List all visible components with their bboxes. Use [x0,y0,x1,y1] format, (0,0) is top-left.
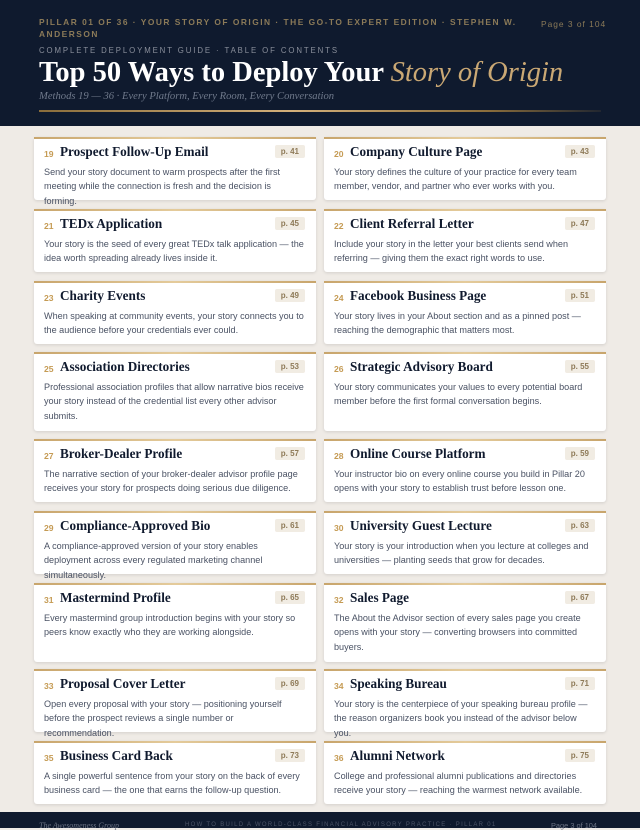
method-description: Send your story document to warm prospects after the first meeting while the connection is fresh and the decision is forming. [44,167,281,206]
method-title: Client Referral Letter [350,216,474,231]
method-description: Your story defines the culture of your practice for every team member, vendor, and partner who ever works with you. [334,167,577,192]
method-number: 28 [334,451,344,461]
method-title: Sales Page [350,590,409,605]
method-title: Facebook Business Page [350,288,487,303]
method-description: Your story is your introduction when you lecture at colleges and universities — planting seeds that grow for decades. [334,541,589,566]
method-description: Include your story in the letter your best clients send when referring — giving them the exact right words to use. [334,239,569,264]
page-badge: p. 41 [275,145,305,158]
method-description: Your story lives in your About section and as a pinned post — reaching the demographic that matters most. [334,311,581,336]
page-title [39,56,563,90]
methods-subtitle: Methods 19 — 36 · Every Platform, Every Room, Every Conversation [39,91,335,102]
page-badge: p. 53 [275,360,305,373]
method-card[interactable] [324,439,606,502]
method-card[interactable] [324,741,606,804]
series-meta: PILLAR 01 OF 36 · YOUR STORY OF ORIGIN · THE GO-TO EXPERT EDITION · STEPHEN W. ANDERSON [39,17,517,39]
title-main: Top 50 Ways to Deploy Your [39,57,391,88]
method-title: Strategic Advisory Board [350,359,493,374]
method-card[interactable] [34,511,316,580]
method-card[interactable] [34,583,316,662]
method-card[interactable] [34,209,316,272]
page-badge: p. 59 [565,447,595,460]
method-title: Business Card Back [60,748,173,763]
method-number: 23 [44,293,54,303]
page-badge: p. 75 [565,749,595,762]
footer [0,812,640,828]
method-card[interactable] [34,669,316,738]
method-number: 33 [44,681,54,691]
method-card[interactable] [34,137,316,206]
method-title: Broker-Dealer Profile [60,446,183,461]
page-badge: p. 67 [565,591,595,604]
page-badge: p. 69 [275,677,305,690]
page-badge: p. 65 [275,591,305,604]
gold-divider [39,110,601,112]
method-description: Your story is the centerpiece of your speaking bureau profile — the reason organizers book you instead of the advisor below you. [334,699,588,738]
method-description: College and professional alumni publications and directories receive your story — reaching the warmest network available. [334,771,583,796]
method-description: Open every proposal with your story — positioning yourself before the prospect reviews a single number or recommendation. [44,699,282,738]
method-description: A compliance-approved version of your story enables deployment across every regulated marketing channel simultaneously. [44,541,263,580]
method-number: 32 [334,595,344,605]
method-title: Charity Events [60,288,146,303]
method-title: Online Course Platform [350,446,486,461]
footer-page: Page 3 of 104 [551,821,598,830]
page-badge: p. 57 [275,447,305,460]
method-card[interactable] [34,741,316,804]
method-description: Your story communicates your values to every potential board member before the first formal conversation begins. [334,382,583,407]
method-card[interactable] [34,281,316,344]
subheading: COMPLETE DEPLOYMENT GUIDE · TABLE OF CONTENTS [39,46,339,55]
page-badge: p. 61 [275,519,305,532]
method-number: 36 [334,753,344,763]
title-accent: Story of Origin [390,57,564,88]
method-title: Mastermind Profile [60,590,171,605]
method-description: A single powerful sentence from your story on the back of every business card — the one that earns the follow-up question. [44,771,300,796]
method-card[interactable] [324,669,606,738]
method-title: Alumni Network [350,748,445,763]
page-badge: p. 51 [565,289,595,302]
page-badge: p. 71 [565,677,595,690]
footer-publisher: The Awesomeness Group [39,821,119,830]
method-card[interactable] [324,583,606,662]
method-number: 20 [334,149,344,159]
method-description: Your instructor bio on every online course you build in Pillar 20 opens with your story to establish trust before lesson one. [334,469,585,494]
page-badge: p. 45 [275,217,305,230]
method-number: 27 [44,451,54,461]
method-card[interactable] [324,352,606,431]
method-number: 25 [44,364,54,374]
method-number: 31 [44,595,54,605]
method-description: Every mastermind group introduction begins with your story so peers know exactly who they are working alongside. [44,613,296,638]
page-badge: p. 55 [565,360,595,373]
method-card[interactable] [34,352,316,431]
method-number: 29 [44,523,54,533]
method-title: Prospect Follow-Up Email [60,144,209,159]
page-indicator: Page 3 of 104 [541,19,607,29]
method-card[interactable] [324,209,606,272]
method-number: 24 [334,293,344,303]
page-badge: p. 73 [275,749,305,762]
method-description: The narrative section of your broker-dealer advisor profile page receives your story for prospects doing serious due diligence. [44,469,298,494]
method-title: University Guest Lecture [350,518,492,533]
method-title: Company Culture Page [350,144,483,159]
page-badge: p. 47 [565,217,595,230]
method-number: 22 [334,221,344,231]
method-title: TEDx Application [60,216,163,231]
method-card[interactable] [34,439,316,502]
page-badge: p. 49 [275,289,305,302]
method-number: 35 [44,753,54,763]
method-number: 26 [334,364,344,374]
method-card[interactable] [324,137,606,200]
method-description: Your story is the seed of every great TEDx talk application — the idea worth spreading already lives inside it. [44,239,304,264]
page-badge: p. 43 [565,145,595,158]
page-badge: p. 63 [565,519,595,532]
method-card[interactable] [324,281,606,344]
footer-series: HOW TO BUILD A WORLD-CLASS FINANCIAL ADVISORY PRACTICE · PILLAR 01 [185,822,497,828]
method-description: The About the Advisor section of every sales page you create opens with your story — converting browsers into committed buyers. [334,613,581,652]
method-number: 19 [44,149,54,159]
method-number: 34 [334,681,344,691]
method-number: 30 [334,523,344,533]
method-title: Association Directories [60,359,190,374]
method-description: Professional association profiles that allow narrative bios receive your story instead of the credential list every other advisor submits. [44,382,304,421]
method-number: 21 [44,221,54,231]
method-card[interactable] [324,511,606,574]
method-title: Proposal Cover Letter [60,676,186,691]
header [0,0,640,126]
method-title: Speaking Bureau [350,676,447,691]
method-title: Compliance-Approved Bio [60,518,211,533]
method-description: When speaking at community events, your story connects you to the audience before your credentials ever could. [44,311,304,336]
